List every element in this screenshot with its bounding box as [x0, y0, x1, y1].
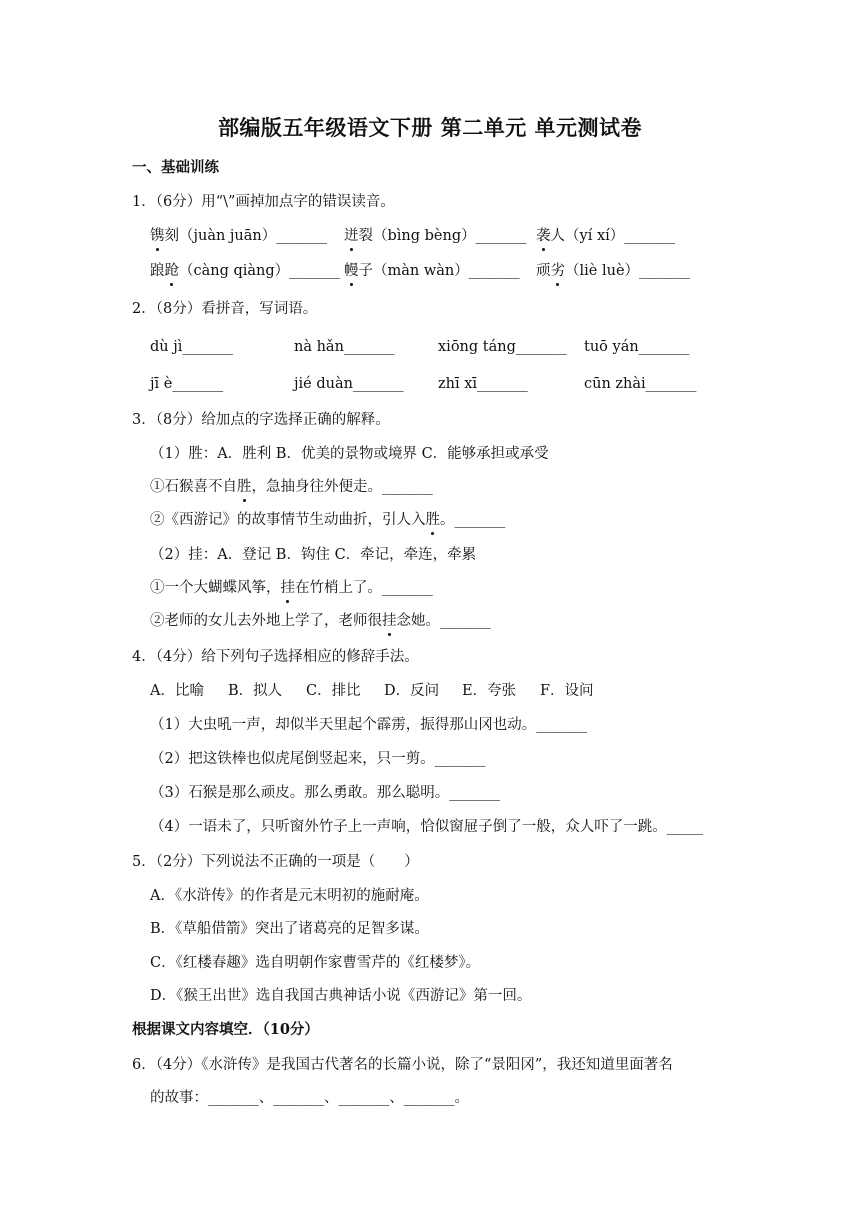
q1-item-4: 踉跄（càng qiàng）_______: [150, 263, 340, 279]
q3-sub-1: （1）胜：A．胜利 B．优美的景物或境界 C．能够承担或承受: [150, 446, 549, 462]
q1-item-5: 幔子（màn wàn）_______: [344, 263, 520, 279]
q2-item-5: jī è_______: [150, 376, 224, 392]
question-6-line-1: 6．（4分）《水浒传》是我国古代著名的长篇小说，除了“景阳冈”，我还知道里面著名: [132, 1057, 673, 1073]
q5-choice-d: D．《猴王出世》选自我国古典神话小说《西游记》第一回。: [150, 988, 532, 1004]
q3-sub-2: （2）挂：A．登记 B．钩住 C．牵记，牵连，牵累: [150, 547, 477, 563]
q4-option-f: F．设问: [540, 683, 594, 699]
q2-item-6: jié duàn_______: [294, 376, 404, 392]
q2-item-7: zhī xī_______: [438, 376, 528, 392]
q1-item-2: 迸裂（bìng bèng）_______: [344, 228, 527, 244]
q4-option-d: D．反问: [384, 683, 440, 699]
q1-item-6: 顽劣（liè luè）_______: [536, 263, 690, 279]
q2-item-2: nà hǎn_______: [294, 339, 395, 355]
section-heading-fill-in: 根据课文内容填空．（10分）: [132, 1021, 319, 1038]
q1-item-3: 袭人（yí xí）_______: [536, 228, 676, 244]
q3-sub-1-a: ①石猴喜不自胜，急抽身往外便走。_______: [150, 479, 433, 495]
q4-sentence-4: （4）一语未了，只听窗外竹子上一声响，恰似窗屉子倒了一般，众人吓了一跳。_____: [150, 819, 703, 835]
page-title: 部编版五年级语文下册 第二单元 单元测试卷: [217, 115, 643, 140]
question-5-stem: 5．（2分）下列说法不正确的一项是（ ）: [132, 854, 419, 870]
question-6-line-2: 的故事：_______、_______、_______、_______。: [150, 1090, 469, 1106]
section-heading-basic: 一、基础训练: [132, 159, 219, 176]
q4-option-c: C．排比: [306, 683, 361, 699]
q3-sub-1-b: ②《西游记》的故事情节生动曲折，引人入胜。_______: [150, 512, 506, 528]
q4-option-b: B．拟人: [228, 683, 283, 699]
q4-option-e: E．夸张: [462, 683, 517, 699]
q2-item-8: cūn zhài_______: [584, 376, 697, 392]
q3-sub-2-b: ②老师的女儿去外地上学了，老师很挂念她。_______: [150, 613, 491, 629]
q5-choice-a: A．《水浒传》的作者是元末明初的施耐庵。: [150, 888, 429, 904]
q1-item-1: 镌刻（juàn juān）_______: [150, 228, 327, 244]
question-3-stem: 3．（8分）给加点的字选择正确的解释。: [132, 412, 390, 428]
q4-option-a: A．比喻: [150, 683, 204, 699]
q2-item-1: dù jì_______: [150, 339, 234, 355]
q4-sentence-3: （3）石猴是那么顽皮。那么勇敢。那么聪明。_______: [150, 785, 500, 801]
q3-sub-2-a: ①一个大蝴蝶风筝，挂在竹梢上了。_______: [150, 580, 433, 596]
q2-item-3: xiōng táng_______: [438, 339, 567, 355]
q5-choice-c: C．《红楼春趣》选自明朝作家曹雪芹的《红楼梦》。: [150, 955, 481, 971]
question-2-stem: 2．（8分）看拼音，写词语。: [132, 301, 318, 317]
question-4-stem: 4．（4分）给下列句子选择相应的修辞手法。: [132, 649, 419, 665]
q4-sentence-1: （1）大虫吼一声，却似半天里起个霹雳，振得那山冈也动。_______: [150, 717, 587, 733]
question-1-stem: 1．（6分）用“\”画掉加点字的错误读音。: [132, 194, 395, 210]
q5-choice-b: B．《草船借箭》突出了诸葛亮的足智多谋。: [150, 921, 429, 937]
q4-sentence-2: （2）把这铁棒也似虎尾倒竖起来，只一剪。_______: [150, 751, 486, 767]
q2-item-4: tuō yán_______: [584, 339, 690, 355]
